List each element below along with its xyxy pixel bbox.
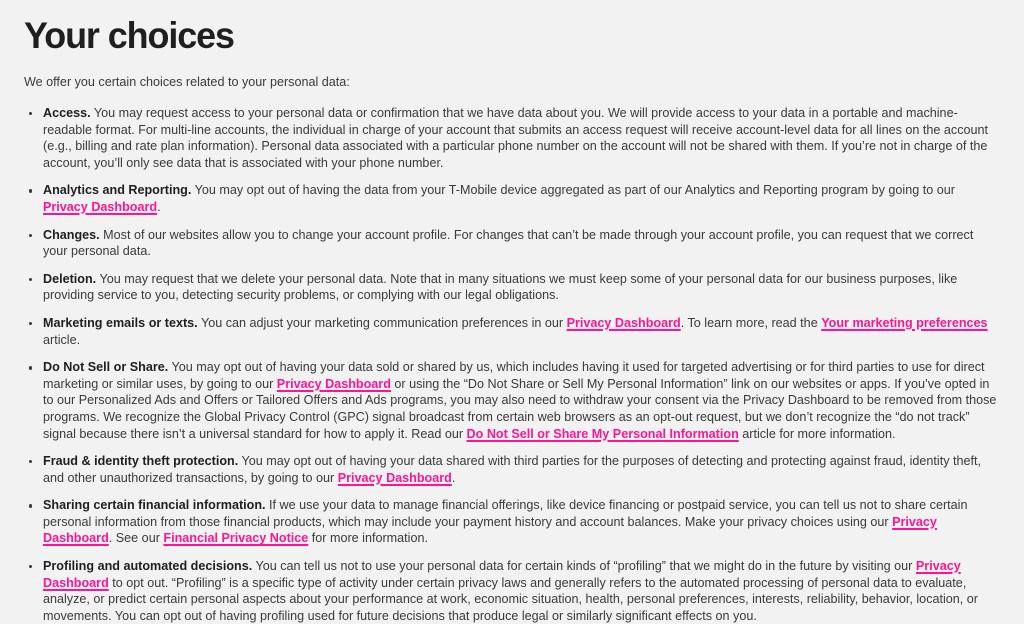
choice-item [24,227,1000,260]
choice-text: . [157,199,161,214]
page-title: Your choices [24,15,234,56]
choice-text: You may request that we delete your personal data. Note that in many situations we must keep some of your personal data for our business purposes, like providing service to you, detecting security problems, or complying with our legal obligations. [43,271,958,303]
choice-item [24,497,1000,547]
privacy-link[interactable]: Privacy Dashboard [43,199,158,214]
privacy-link[interactable]: Financial Privacy Notice [163,531,309,546]
choice-item [24,182,1000,215]
choice-text: You may opt out of having your data shared with third parties for the purposes of detecting and protecting against fraud, identity theft, and other unauthorized transactions, by going to our [43,454,981,485]
choice-term: Analytics and Reporting. [43,183,192,198]
choice-item [24,359,1000,442]
privacy-link[interactable]: Privacy Dashboard [276,376,391,391]
privacy-link[interactable]: Privacy Dashboard [43,514,937,546]
choice-text: for more information. [308,531,428,546]
choice-text: article for more information. [738,426,896,441]
choice-term: Fraud & identity theft protection. [43,454,239,469]
choice-item [24,105,1000,171]
choice-term: Profiling and automated decisions. [43,559,253,574]
choice-text: You may opt out of having the data from your T-Mobile device aggregated as part of our Analytics and Reporting program by going to our [191,183,955,198]
choice-text: . See our [108,531,164,546]
choice-term: Sharing certain financial information. [43,498,266,513]
intro-paragraph: We offer you certain choices related to your personal data: [24,75,350,89]
privacy-link[interactable]: Do Not Sell or Share My Personal Information [466,426,739,441]
choice-text: . [451,470,456,485]
choice-text: or using the “Do Not Share or Sell My Personal Information” link on our websites or apps. If you’ve opted in to our Personalized Ads and Offers or Tailored Offers and Ads programs, you may also need to withdraw your consent via the Privacy Dashboard to be removed from those programs. We recognize the Global Privacy Control (GPC) signal broadcast from certain web browsers as an opt-out request, but we don’t recognize the “do not track” signal because there isn’t a universal standard for how to apply it. Read our [43,376,997,441]
choice-text: If we use your data to manage financial offerings, like device financing or postpaid service, you can tell us not to share certain personal information from those financial products, which may include your payment history and account balances. Make your privacy choices using our [43,498,968,529]
choice-item [24,315,1000,348]
choice-term: Marketing emails or texts. [43,315,198,330]
choice-term: Do Not Sell or Share. [43,360,169,375]
privacy-link[interactable]: Privacy Dashboard [337,470,452,485]
choice-text: to opt out. “Profiling” is a specific type of activity under certain privacy laws and generally refers to the automated processing of personal data to evaluate, analyze, or predict certain personal aspects about your performance at work, economic situation, health, personal preferences, interests, reliability, behavior, location, or movements. You can opt out of having profiling used for future decisions that produce legal or similarly significant effects on you. [43,575,978,623]
choice-text: You may opt out of having your data sold or shared by us, which includes having it used for targeted advertising or for third parties to use for direct marketing or similar uses, by going to our [43,360,985,391]
privacy-link[interactable]: Privacy Dashboard [566,315,681,330]
privacy-link[interactable]: Privacy Dashboard [43,559,961,590]
choice-text: You can tell us not to use your personal data for certain kinds of “profiling” that we might do in the future by visiting our [252,559,916,574]
choice-text: . To learn more, read the [680,315,822,330]
choice-term: Deletion. [43,271,97,286]
choice-text: You can adjust your marketing communication preferences in our [197,315,567,330]
choice-item [24,453,1000,486]
choice-item [24,271,1000,304]
choice-term: Access. [43,106,91,120]
choice-item [24,558,1000,624]
choice-term: Changes. [43,227,100,242]
choices-list [24,105,1000,624]
choice-text: Most of our websites allow you to change your account profile. For changes that can’t be made through your account profile, you can request that we correct your personal data. [43,227,974,259]
privacy-link[interactable]: Your marketing preferences [821,315,988,330]
choice-text: article. [43,332,81,347]
choice-text: You may request access to your personal data or confirmation that we have data about you. We will provide access to your data in a portable and machine-readable format. For multi-line accounts, the individual in charge of your account that submits an access request will receive account-level data for all lines on the account (e.g., billing and rate plan information). Personal data associated with a particular phone number on the account will not be shared with them. If you’re not in charge of the account, you’ll only see data that is associated with your phone number. [43,106,989,170]
